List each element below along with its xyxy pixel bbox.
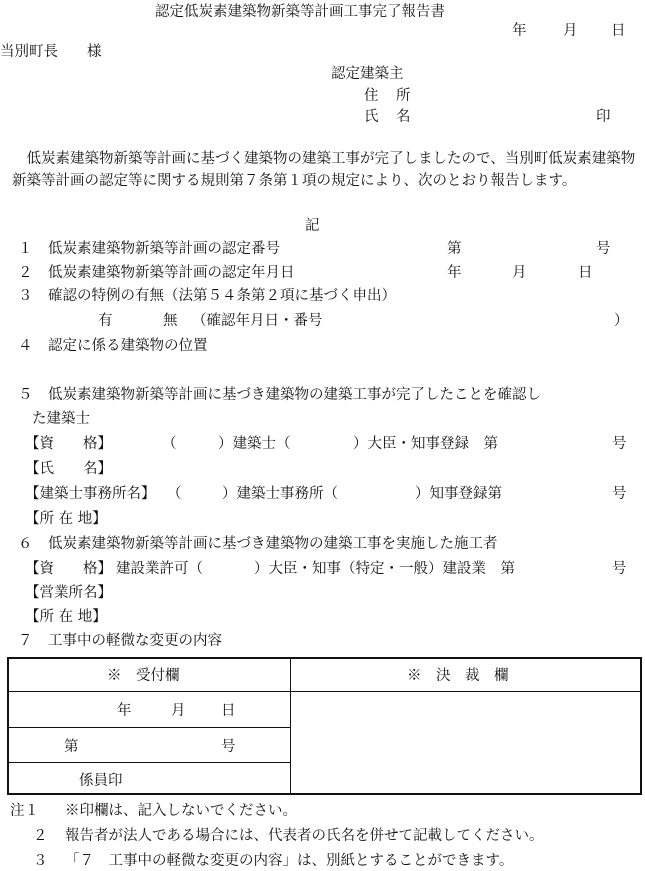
reception-year: 年 [117,703,132,719]
item5-qualification-go: 号 [612,436,627,452]
ki-mark: 記 [305,218,320,234]
applicant-name-label-1: 氏 [364,109,379,125]
reception-dai: 第 [64,739,79,755]
item6-qualification-label: 【資 格】 [25,561,112,577]
table-divider-vertical [290,659,291,793]
item5-address-label: 【所 在 地】 [25,511,107,527]
reception-day: 日 [221,703,236,719]
item5-qualification-registration: ）大臣・知事登録 第 [353,436,498,452]
item3-close-paren: ） [614,313,629,329]
item1-go: 号 [596,241,611,257]
item5-label-line1: 低炭素建築物新築等計画に基づき建築物の建築工事が完了したことを確認し [48,387,541,403]
item5-office-label: 【建築士事務所名】 [25,486,156,502]
addressee: 当別町長 様 [0,44,102,60]
item5-office-paren: （ [167,486,182,502]
note2-text: 報告者が法人である場合には、代表者の氏名を併せて記載してください。 [65,828,544,844]
report-year: 年 [512,23,527,39]
item6-address-label: 【所 在 地】 [25,609,107,625]
table-row-line-2 [9,762,290,763]
reception-header: ※ 受付欄 [107,668,180,684]
office-use-table [7,657,642,795]
decision-header: ※ 決 裁 欄 [407,668,509,684]
item2-label: 低炭素建築物新築等計画の認定年月日 [48,265,295,281]
item5-qualification-architect: ）建築士（ [218,436,291,452]
item6-number: ６ [18,536,33,552]
item5-qualification-paren: （ [162,436,177,452]
intro-paragraph: 低炭素建築物新築等計画に基づく建築物の建築工事が完了しましたので、当別町低炭素建築物新築等計画の認定等に関する規則第７条第１項の規定により、次のとおり報告します。 [12,151,636,189]
item3-number: ３ [18,288,33,304]
item7-label: 工事中の軽微な変更の内容 [48,633,222,649]
item6-label: 低炭素建築物新築等計画に基づき建築物の建築工事を実施した施工者 [48,536,498,552]
item1-dai: 第 [447,241,462,257]
applicant-name-label-2: 名 [396,109,411,125]
item2-year: 年 [447,265,462,281]
report-day: 日 [611,23,626,39]
item1-label: 低炭素建築物新築等計画の認定番号 [48,241,280,257]
staff-seal-label: 係員印 [79,773,123,789]
item6-qualification-permit: 建設業許可（ [116,561,203,577]
item4-label: 認定に係る建築物の位置 [48,338,208,354]
item3-ari: 有 [98,313,113,329]
page-title: 認定低炭素建築物新築等計画工事完了報告書 [155,4,445,20]
item6-qualification-go: 号 [612,561,627,577]
table-row-line-1 [9,727,290,728]
item4-number: ４ [18,338,33,354]
seal-mark: 印 [596,109,611,125]
item5-number: ５ [18,387,33,403]
item2-day: 日 [578,265,593,281]
item3-detail: （確認年月日・番号 [192,313,323,329]
item2-month: 月 [512,265,527,281]
report-month: 月 [563,23,578,39]
item5-label-line2: た建築士 [32,411,90,427]
item6-qualification-type: ）大臣・知事（特定・一般）建設業 第 [254,561,515,577]
item5-office-text: ）建築士事務所（ [222,486,338,502]
item5-office-go: 号 [612,486,627,502]
item2-number: ２ [18,265,33,281]
note3-number: ３ [33,853,48,869]
item6-company-label: 【営業所名】 [25,585,112,601]
reception-go: 号 [221,739,236,755]
note1-number: 注１ [10,803,39,819]
note2-number: ２ [33,828,48,844]
item1-number: １ [18,241,33,257]
item7-number: ７ [18,633,33,649]
reception-month: 月 [171,703,186,719]
applicant-label: 認定建築主 [331,66,404,82]
item3-nashi: 無 [163,313,178,329]
item3-label: 確認の特例の有無（法第５４条第２項に基づく申出） [48,288,396,304]
applicant-address-label-1: 住 [364,88,379,104]
note1-text: ※印欄は、記入しないでください。 [65,803,297,819]
table-header-line [9,691,640,692]
note3-text: 「７ 工事中の軽微な変更の内容」は、別紙とすることができます。 [65,853,514,869]
item5-office-registration: ）知事登録第 [415,486,502,502]
applicant-address-label-2: 所 [396,88,411,104]
item5-name-label: 【氏 名】 [25,461,112,477]
item5-qualification-label: 【資 格】 [25,436,112,452]
